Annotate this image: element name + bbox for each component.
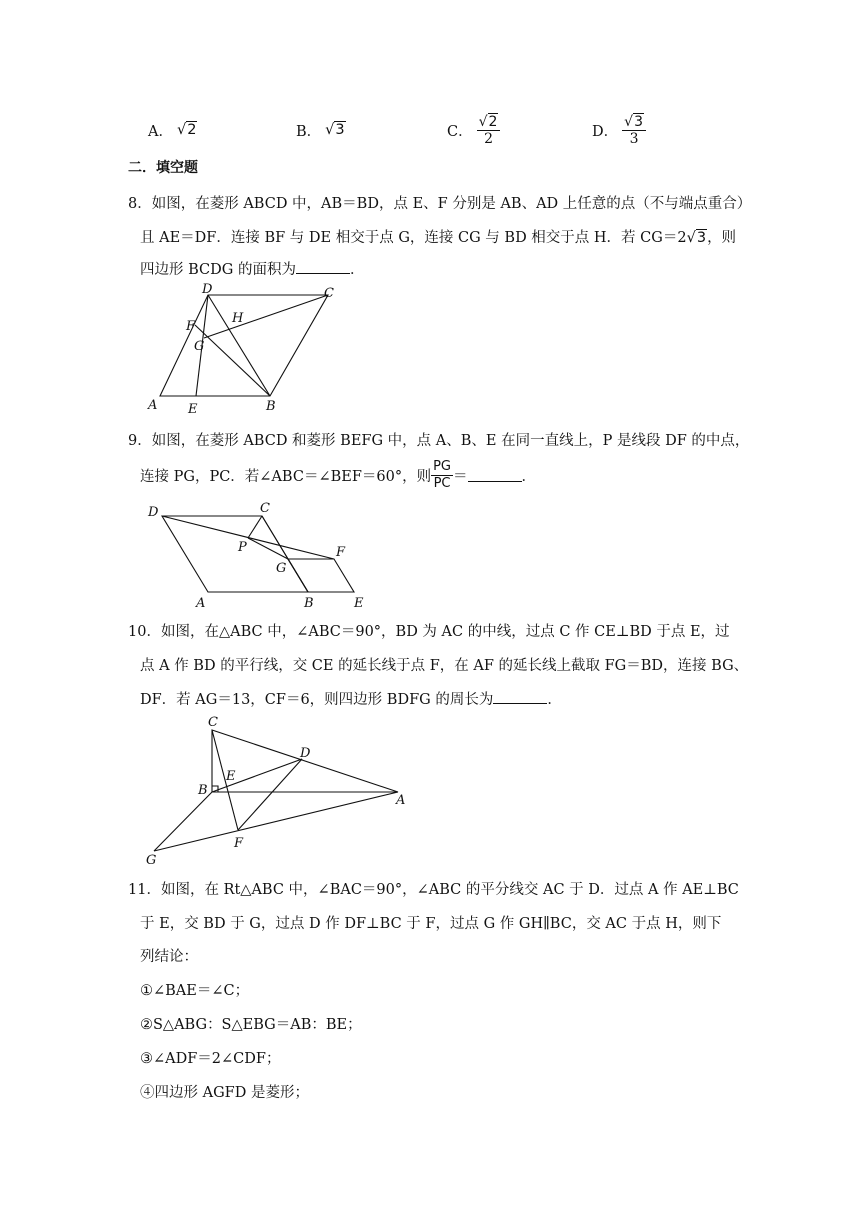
q9-label-f: F: [336, 545, 346, 560]
q9-label-a: A: [196, 596, 206, 611]
q10-label-b: B: [198, 783, 208, 798]
q9-line1: 9．如图，在菱形 ABCD 和菱形 BEFG 中，点 A、B、E 在同一直线上，P 是线段 DF 的中点，: [128, 433, 750, 449]
q9-label-e: E: [354, 596, 364, 611]
q8-label-h: H: [232, 311, 244, 326]
option-c-denominator: 2: [484, 130, 493, 147]
q10-line3: [140, 688, 562, 709]
q10-answer-blank: [493, 691, 547, 704]
q8-label-e: E: [188, 402, 198, 417]
q8-radicand: 3: [696, 230, 707, 246]
q10-label-c: C: [208, 715, 218, 730]
q9-line2-text: 连接 PG，PC．若∠ABC＝∠BEF＝60°，则: [140, 468, 432, 485]
q10-line1: 10．如图，在△ABC 中，∠ABC＝90°，BD 为 AC 的中线，过点 C 作 CE⊥BD 于点 E，过: [128, 624, 730, 640]
q9-frac-num: PG: [433, 458, 452, 474]
q8-line2: [140, 226, 736, 247]
q10-label-e: E: [226, 769, 236, 784]
option-c: [447, 112, 500, 148]
q10-line3-text: DF．若 AG＝13，CF＝6，则四边形 BDFG 的周长为: [140, 692, 494, 708]
option-a: [148, 112, 197, 148]
q11-line1: 11．如图，在 Rt△ABC 中，∠BAC＝90°，∠ABC 的平分线交 AC 于 D．过点 A 作 AE⊥BC: [128, 882, 739, 898]
option-b-label: B．: [296, 123, 322, 140]
q8-line3: [140, 258, 364, 279]
q8-rhombus: [160, 295, 328, 396]
option-d: [592, 112, 646, 148]
q9-label-d: D: [148, 505, 159, 520]
q11-line3: 列结论：: [140, 949, 198, 965]
q11-line2: 于 E，交 BD 于 G，过点 D 作 DF⊥BC 于 F，过点 G 作 GH∥BC，交 AC 于点 H，则下: [140, 916, 722, 932]
q8-line1: 8．如图，在菱形 ABCD 中，AB＝BD，点 E、F 分别是 AB、AD 上任意的点（不与端点重合）: [128, 196, 752, 212]
option-c-radicand: 2: [488, 113, 498, 130]
section-title: 二．填空题: [128, 160, 198, 176]
q8-label-f: F: [186, 319, 196, 334]
option-b-radicand: 3: [335, 122, 345, 138]
q8-answer-blank: [296, 261, 350, 274]
option-a-radicand: 2: [187, 122, 197, 138]
q10-line3-tail: ．: [547, 692, 562, 708]
q10-label-a: A: [396, 793, 406, 808]
option-d-denominator: 3: [629, 130, 639, 147]
q9-line2: [140, 460, 536, 490]
q8-label-b: B: [266, 399, 276, 414]
q8-segment-cg: [204, 295, 328, 338]
q8-line2-tail: ，则: [707, 230, 737, 246]
q10-label-d: D: [300, 746, 311, 761]
q9-rhombus-abcd: [162, 516, 308, 592]
q9-fraction: [431, 459, 453, 492]
q10-segment-bg: [154, 792, 212, 851]
option-b-sqrt: √3: [325, 122, 345, 138]
q8-label-g: G: [194, 339, 205, 354]
option-c-label: C．: [447, 123, 473, 140]
q9-frac-den: PC: [433, 475, 451, 491]
q9-label-g: G: [276, 561, 287, 576]
q8-line3-tail: ．: [349, 262, 365, 278]
q9-label-p: P: [238, 540, 247, 555]
q8-label-c: C: [324, 286, 334, 301]
q10-segment-ag: [154, 792, 398, 851]
q11-item-3: ③∠ADF＝2∠CDF；: [140, 1051, 281, 1067]
option-c-fraction: $\frac{√2}{2}$: [477, 114, 501, 147]
option-d-label: D．: [592, 123, 619, 140]
q10-label-f: F: [234, 836, 244, 851]
q9-segment-gb: [288, 559, 308, 592]
q9-figure: [140, 496, 380, 614]
q10-line2: 点 A 作 BD 的平行线，交 CE 的延长线于点 F，在 AF 的延长线上截取 FG＝BD，连接 BG、: [140, 658, 749, 674]
q11-item-2: ②S△ABG：S△EBG＝AB：BE；: [140, 1017, 362, 1033]
q9-segment-pc: [248, 516, 262, 538]
q8-label-a: A: [148, 398, 158, 413]
q9-line2-end: ．: [521, 468, 537, 485]
q10-segment-df: [238, 759, 302, 830]
q9-label-c: C: [260, 501, 270, 516]
q8-label-d: D: [202, 282, 213, 297]
option-b: [296, 112, 346, 148]
q8-line3-text: 四边形 BCDG 的面积为: [140, 262, 296, 278]
q9-label-b: B: [304, 596, 314, 611]
q8-figure: [140, 282, 350, 418]
q10-label-g: G: [146, 853, 157, 868]
option-a-label: A．: [148, 123, 173, 140]
q8-sqrt: √3: [686, 230, 707, 246]
q11-item-1: ①∠BAE＝∠C；: [140, 983, 250, 999]
q8-line2-text: 且 AE＝DF．连接 BF 与 DE 相交于点 G，连接 CG 与 BD 相交于点 H．若 CG＝2: [140, 230, 687, 246]
q10-triangle-abc: [212, 730, 398, 792]
option-d-radicand: 3: [634, 113, 643, 130]
q11-item-4: ④四边形 AGFD 是菱形；: [140, 1085, 309, 1101]
q10-figure: [140, 712, 420, 868]
option-a-sqrt: √2: [176, 122, 197, 138]
q9-line2-tail: ＝: [453, 468, 468, 485]
q9-answer-blank: [468, 469, 522, 482]
option-d-fraction: $\frac{√3}{3}$: [622, 114, 646, 147]
